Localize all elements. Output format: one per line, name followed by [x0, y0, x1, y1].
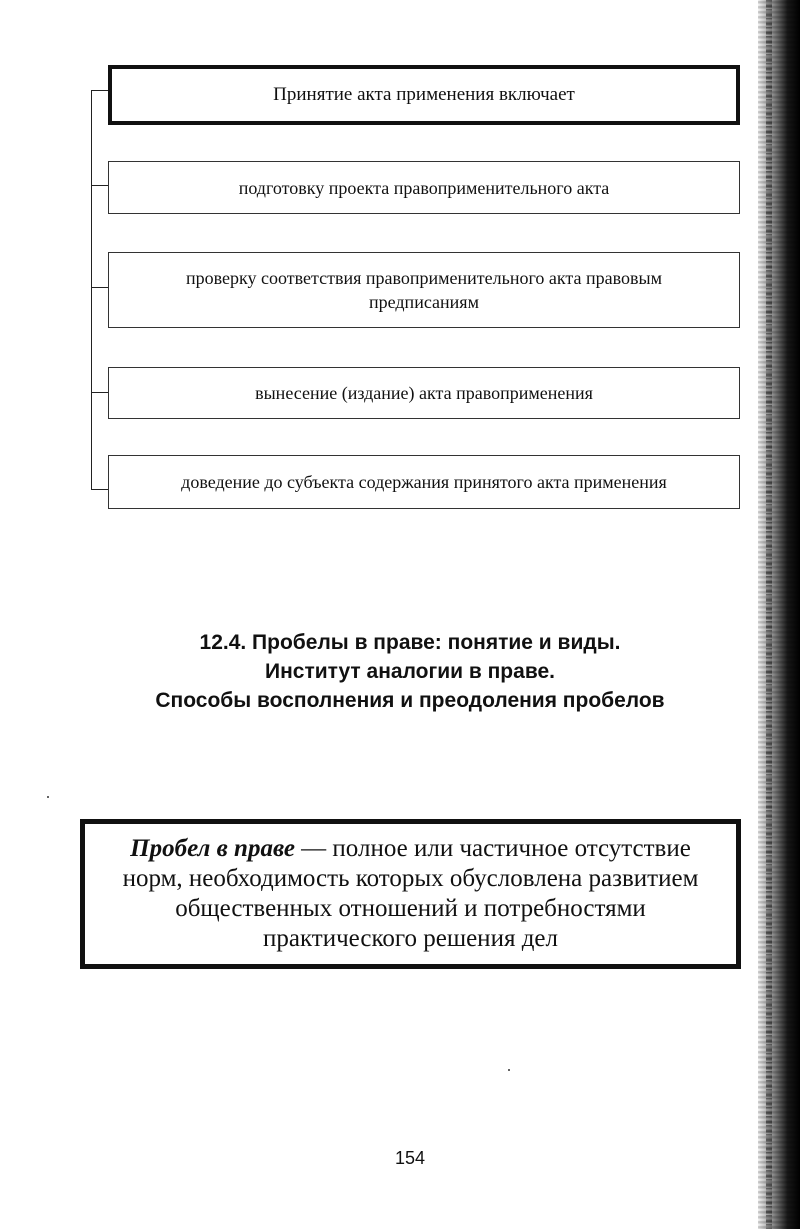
- diagram-tick-3: [91, 392, 109, 393]
- diagram-tick-2: [91, 287, 109, 288]
- diagram-tick-1: [91, 185, 109, 186]
- definition-text: — полное или частичное отсутствие норм, необходимость которых обусловлена развитием общественных отношений и потребностями практического решения дел: [122, 835, 699, 952]
- section-heading-line: Институт аналогии в праве.: [265, 660, 555, 683]
- diagram-tick-4: [91, 489, 109, 490]
- diagram-item-box: [108, 161, 740, 214]
- diagram-header-text: Принятие акта применения включает: [273, 84, 575, 105]
- diagram-item-text: подготовку проекта правоприменительного акта: [238, 177, 610, 198]
- diagram-item-text: вынесение (издание) акта правоприменения: [255, 383, 593, 403]
- definition-term: Пробел в праве: [130, 835, 295, 862]
- section-heading: [60, 628, 760, 715]
- diagram-item-box: [108, 367, 740, 419]
- scan-speck: [508, 1069, 510, 1071]
- section-heading-line: Способы восполнения и преодоления пробелов: [155, 689, 665, 712]
- definition-box: [80, 819, 741, 969]
- section-heading-line: 12.4. Пробелы в праве: понятие и виды.: [199, 631, 621, 654]
- page-number: 154: [394, 1148, 426, 1168]
- diagram-header-box: [108, 65, 740, 125]
- diagram-tick-header: [91, 90, 109, 91]
- diagram-item-box: [108, 455, 740, 509]
- diagram-item-text: проверку соответствия правоприменительного акта правовым предписаниям: [186, 268, 662, 312]
- diagram-bracket-line: [91, 90, 92, 490]
- definition-paragraph: [99, 834, 722, 954]
- diagram-item-box: [108, 252, 740, 328]
- application-act-diagram: [0, 0, 800, 520]
- diagram-item-text: доведение до субъекта содержания принятого акта применения: [181, 472, 667, 492]
- scan-speck: [47, 796, 49, 798]
